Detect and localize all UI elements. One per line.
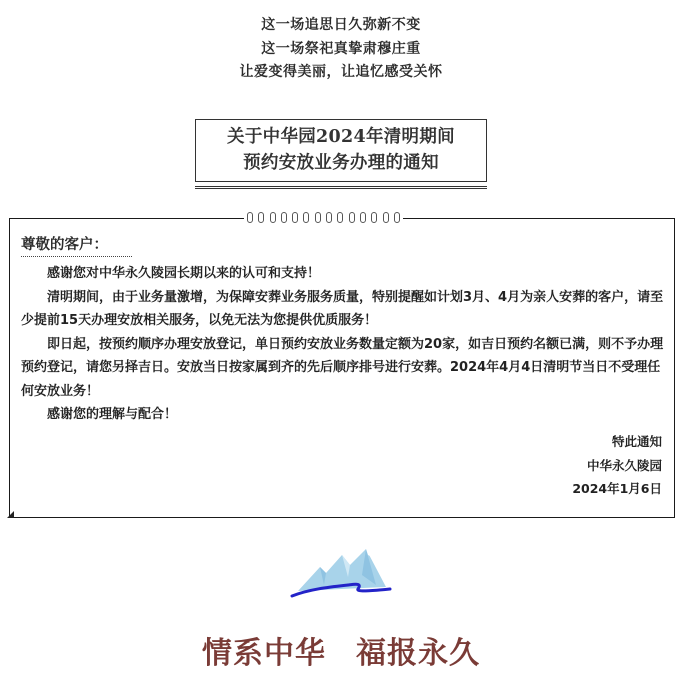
ring-icon <box>394 212 400 223</box>
notice-title-line-2: 预约安放业务办理的通知 <box>243 153 439 173</box>
paragraph-thanks: 感谢您对中华永久陵园长期以来的认可和支持！ <box>47 266 321 281</box>
intro-line-1: 这一场追思日久弥新不变 <box>261 17 421 33</box>
paragraph-qingming-reminder: 清明期间，由于业务量激增，为保障安葬业务服务质量，特别提醒如计划3月、4月为亲人安葬的客户，请至少提前15天办理安放相关服务，以免无法为您提供优质服务！ <box>21 289 664 328</box>
slogan <box>0 628 682 672</box>
closing-text: 特此通知 <box>611 434 662 449</box>
card-corner-fold <box>7 511 14 518</box>
slogan-right: 福报永久 <box>356 636 480 671</box>
notice-title-box <box>195 119 487 182</box>
mountain-icon <box>290 545 394 601</box>
ring-icon <box>315 212 321 223</box>
ring-icon <box>326 212 332 223</box>
ring-icon <box>292 212 298 223</box>
ring-icon <box>360 212 366 223</box>
binder-rings <box>244 210 403 226</box>
title-double-underline <box>195 186 487 189</box>
intro-line-3: 让爱变得美丽，让追忆感受关怀 <box>239 64 443 80</box>
ring-icon <box>247 212 253 223</box>
intro-verse <box>0 14 682 85</box>
notice-date: 2024年1月6日 <box>572 481 662 496</box>
paragraph-closing-thanks: 感谢您的理解与配合！ <box>47 407 178 422</box>
ring-icon <box>337 212 343 223</box>
ring-icon <box>349 212 355 223</box>
notice-body <box>21 262 665 427</box>
intro-line-2: 这一场祭祀真挚肃穆庄重 <box>261 40 421 57</box>
greeting: 尊敬的客户： <box>21 233 132 257</box>
ring-icon <box>281 212 287 223</box>
ring-icon <box>258 212 264 223</box>
notice-title-line-1: 关于中华园2024年清明期间 <box>227 127 455 147</box>
paragraph-booking-rules: 即日起，按预约顺序办理安放登记，单日预约安放业务数量定额为20家，如吉日预约名额已满，则不予办理预约登记，请您另择吉日。安放当日按家属到齐的先后顺序排号进行安葬。2024年4月4日清明节当日不受理任何安放业务！ <box>21 336 664 399</box>
ring-icon <box>383 212 389 223</box>
signature-block <box>572 430 662 501</box>
organization-name: 中华永久陵园 <box>586 457 662 473</box>
ring-icon <box>303 212 309 223</box>
slogan-left: 情系中华 <box>202 636 326 671</box>
ring-icon <box>371 212 377 223</box>
ring-icon <box>270 212 276 223</box>
